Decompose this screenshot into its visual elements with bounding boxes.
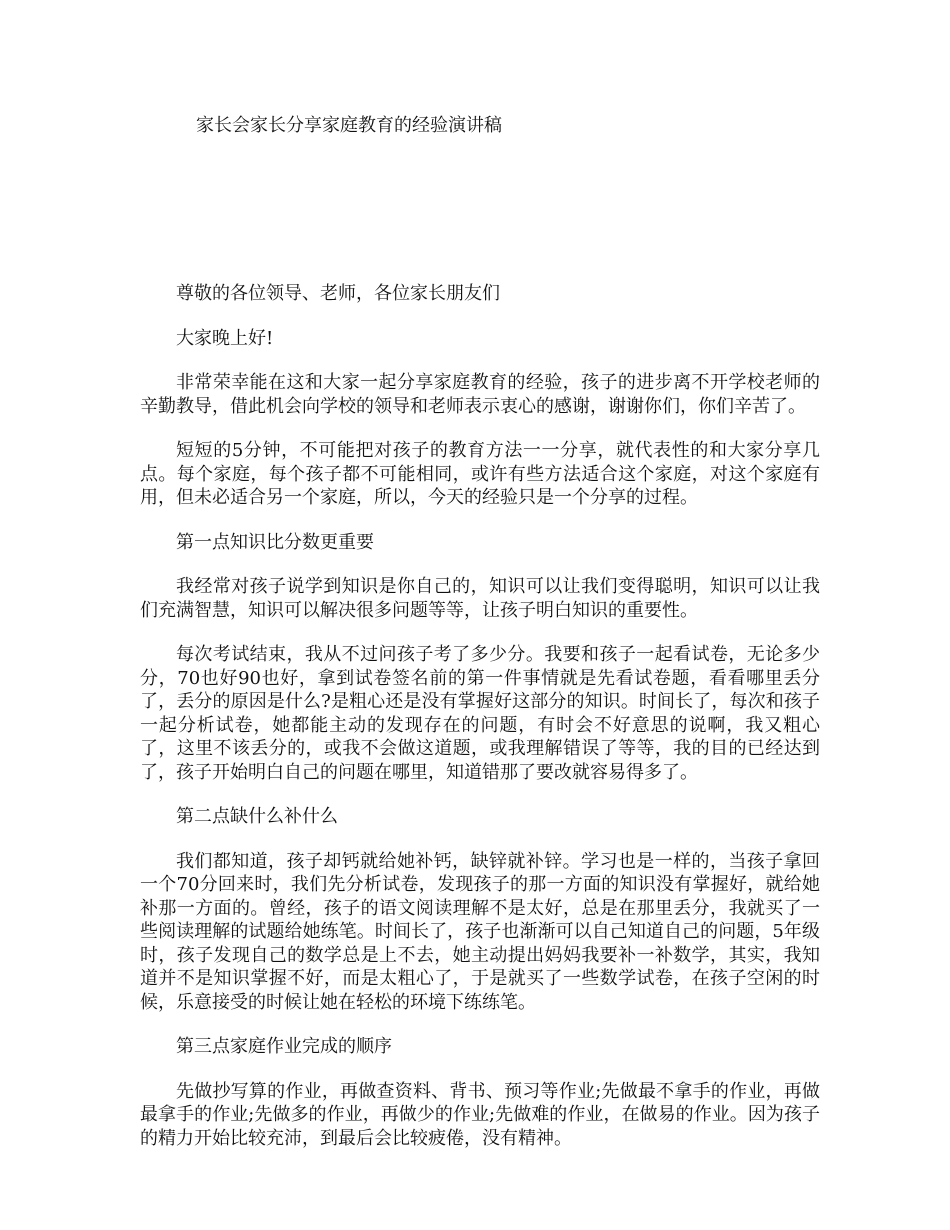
section-heading-1: 第一点知识比分数更重要 bbox=[176, 531, 374, 553]
paragraph-thanks: 非常荣幸能在这和大家一起分享家庭教育的经验，孩子的进步离不开学校老师的辛勤教导，借此机会向学校的领导和老师表示衷心的感谢，谢谢你们，你们辛苦了。 bbox=[140, 372, 820, 417]
section-heading-3: 第三点家庭作业完成的顺序 bbox=[176, 1036, 392, 1057]
document-body bbox=[140, 282, 820, 1171]
paragraph-supplement: 我们都知道，孩子却钙就给她补钙，缺锌就补锌。学习也是一样的，当孩子拿回一个70分回来时，我们先分析试卷，发现孩子的那一方面的知识没有掌握好，就给她补那一方面的。曾经，孩子的语文阅读理解不是太好，总是在那里丢分，我就买了一些阅读理解的试题给她练笔。时间长了，孩子也渐渐可以自己知道自己的问题，5年级时，孩子发现自己的数学总是上不去，她主动提出妈妈我要补一补数学，其实，我知道并不是知识掌握不好，而是太粗心了，于是就买了一些数学试卷，在孩子空闲的时候，乐意接受的时候让她在轻松的环境下练练笔。 bbox=[140, 850, 820, 1013]
paragraph-intro: 短短的5分钟，不可能把对孩子的教育方法一一分享，就代表性的和大家分享几点。每个家庭，每个孩子都不可能相同，或许有些方法适合这个家庭，对这个家庭有用，但未必适合另一个家庭，所以，今天的经验只是一个分享的过程。 bbox=[140, 440, 820, 508]
paragraph-homework-order: 先做抄写算的作业，再做查资料、背书、预习等作业;先做最不拿手的作业，再做最拿手的作业;先做多的作业，再做少的作业;先做难的作业，在做易的作业。因为孩子的精力开始比较充沛，到最后会比较疲倦，没有精神。 bbox=[140, 1080, 820, 1149]
greeting: 大家晚上好! bbox=[176, 327, 274, 349]
section-heading-2: 第二点缺什么补什么 bbox=[176, 806, 338, 827]
paragraph-exams: 每次考试结束，我从不过问孩子考了多少分。我要和孩子一起看试卷，无论多少分，70也好90也好，拿到试卷签名前的第一件事情就是先看试卷题，看看哪里丢分了，丢分的原因是什么?是粗心还是没有掌握好这部分的知识。时间长了，每次和孩子一起分析试卷，她都能主动的发现存在的问题，有时会不好意思的说啊，我又粗心了，这里不该丢分的，或我不会做这道题，或我理解错误了等等，我的目的已经达到了，孩子开始明白自己的问题在哪里，知道错那了要改就容易得多了。 bbox=[140, 644, 820, 783]
paragraph-knowledge: 我经常对孩子说学到知识是你自己的，知识可以让我们变得聪明，知识可以让我们充满智慧，知识可以解决很多问题等等，让孩子明白知识的重要性。 bbox=[140, 576, 820, 621]
document-title: 家长会家长分享家庭教育的经验演讲稿 bbox=[196, 115, 502, 136]
salutation: 尊敬的各位领导、老师，各位家长朋友们 bbox=[176, 283, 500, 304]
